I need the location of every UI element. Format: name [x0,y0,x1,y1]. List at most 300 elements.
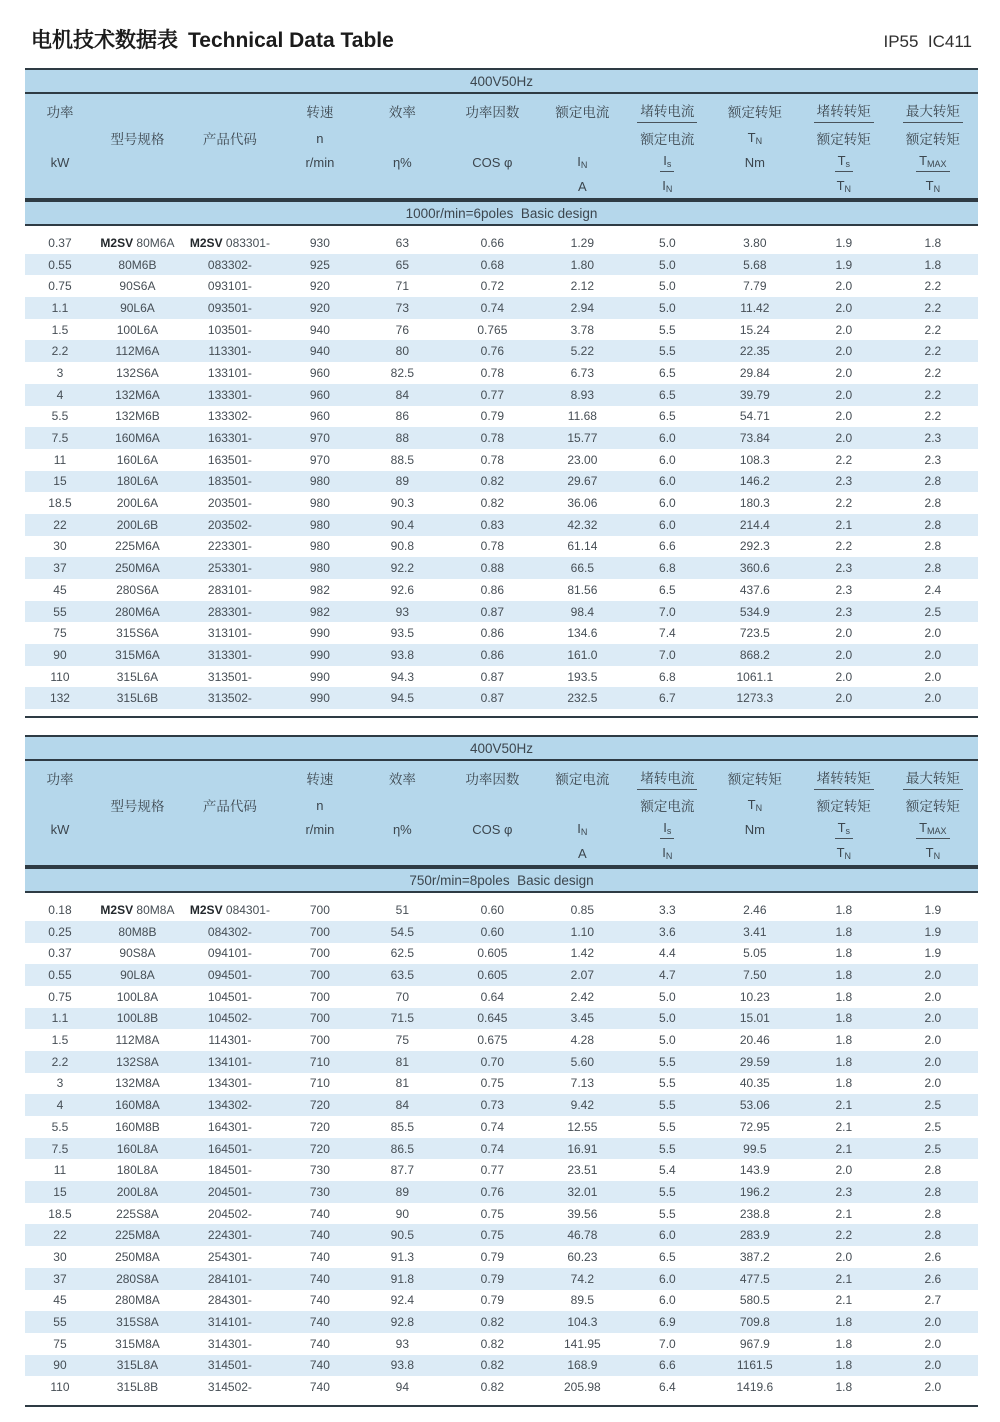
table-cell: 203502- [180,514,280,536]
table-row [25,1029,978,1051]
table-cell: 730 [309,1163,330,1178]
table-cell: 2.8 [888,471,978,493]
table-cell: 2.8 [888,1181,978,1203]
table-cell: 134101- [180,1051,280,1073]
table-cell: 740 [280,1311,360,1333]
col-header-locked-rotor-current-ratio [625,94,710,198]
table-cell: 1.8 [835,1336,853,1351]
col-label-rated-torque-denominator2: 额定转矩 [905,132,960,147]
table-cell: 0.87 [445,687,540,709]
table-cell: 6.0 [625,514,710,536]
table-cell: 6.8 [659,669,676,684]
table-cell: 0.79 [445,1268,540,1290]
table-cell: 103501- [207,322,252,337]
table-cell: 4 [25,384,95,406]
col-unit-eta: η% [392,821,412,837]
table-cell: 2.0 [835,322,853,337]
table-cell: 164501- [180,1138,280,1160]
table-cell: 108.3 [739,452,770,467]
table-cell: 5.0 [625,254,710,276]
table-cell: 94 [395,1380,410,1395]
table-cell: 360.6 [710,557,800,579]
table-cell: 1.5 [51,322,69,337]
table-cell: 0.87 [445,601,540,623]
table-cell: 51 [395,902,410,917]
table-cell: 313301- [180,644,280,666]
table-cell: 700 [309,989,330,1004]
table-cell: 134301- [207,1076,252,1091]
table-cell: 0.86 [480,626,505,641]
table-cell: 86.5 [360,1138,445,1160]
table-cell: 2.8 [888,557,978,579]
table-cell: 2.2 [924,322,942,337]
table-cell: 90.4 [360,514,445,536]
table-cell: 15.01 [710,1008,800,1030]
table-row [25,1116,978,1138]
table-cell: 30 [53,1249,67,1264]
table-cell: 315L8A [95,1355,180,1377]
table-row [25,557,978,579]
table-cell: 1161.5 [710,1355,800,1377]
table-cell: 0.82 [480,1380,505,1395]
table-cell: 1.9 [800,254,888,276]
table-cell: 22 [25,514,95,536]
column-header-container-2 [25,761,978,867]
col-symbol-tmax: $T_{MAX}$ [916,153,949,172]
table-row [25,449,978,471]
table-cell: 925 [280,254,360,276]
table-cell: 5.68 [710,254,800,276]
table-cell: 990 [280,687,360,709]
table-cell: 315L6A [116,669,159,684]
table-cell: 253301- [180,557,280,579]
table-cell: 92.8 [360,1311,445,1333]
table-cell: 7.5 [25,1138,95,1160]
col-label-product-code: 产品代码 [202,132,257,147]
table-cell: 2.3 [835,582,853,597]
table-cell: 134302- [180,1094,280,1116]
table-row [25,986,978,1008]
table-cell: 0.85 [570,902,595,917]
table-cell: 709.8 [710,1311,800,1333]
table-cell: 71 [395,279,410,294]
table-row [25,1094,978,1116]
page-title-en: Technical Data Table [188,29,394,52]
table-cell: 0.79 [480,409,505,424]
table-cell: 740 [309,1380,330,1395]
table-cell: 2.0 [835,365,853,380]
table-cell: 1.8 [800,1051,888,1073]
data-table-6pole [25,232,978,709]
table-cell: 39.79 [710,384,800,406]
table-cell: 5.0 [625,1008,710,1030]
table-cell: 29.59 [710,1051,800,1073]
table-cell: 92.6 [390,582,415,597]
table-cell: 280S8A [95,1268,180,1290]
table-cell: 60.23 [567,1249,598,1264]
table-cell: 2.2 [888,297,978,319]
table-cell: 160M6A [95,427,180,449]
col-symbol-tn-denominator2: $T_N$ [925,178,941,194]
table-cell: 85.5 [390,1119,415,1134]
table-cell: 1.42 [570,946,595,961]
table-cell: 2.2 [924,409,942,424]
table-cell: 203501- [207,496,252,511]
table-cell: 89 [360,471,445,493]
table-cell: 6.8 [625,557,710,579]
table-cell: 132M6B [115,409,160,424]
table-cell: 720 [280,1138,360,1160]
table-cell: 90.8 [390,539,415,554]
page-title [31,24,394,54]
col-label-rated-current-denominator: 额定电流 [640,799,695,815]
table-cell: 3.78 [570,322,595,337]
col-header-locked-rotor-current-ratio [625,761,710,865]
table-cell: 0.82 [480,496,505,511]
table-cell: 2.0 [888,644,978,666]
table-cell: 2.0 [924,1033,942,1048]
table-cell: 710 [280,1051,360,1073]
table-cell: 5.0 [659,279,676,294]
series-prefix: M2SV [189,235,223,250]
col-label-efficiency: 效率 [388,105,416,120]
table-cell: 113301- [180,340,280,362]
table-cell: 94.5 [360,687,445,709]
table-row [25,1008,978,1030]
table-cell: 5.5 [625,1181,710,1203]
table-cell: 2.0 [800,427,888,449]
table-row [25,579,978,601]
table-cell: 54.5 [360,921,445,943]
col-header-model [95,761,180,865]
col-symbol-in: $I_N$ [577,154,588,170]
table-cell: 740 [309,1249,330,1264]
table-cell: 2.2 [835,539,853,554]
table-cell: 0.87 [480,669,505,684]
table-cell: 868.2 [710,644,800,666]
table-row [25,644,978,666]
table-cell: 132M8A [115,1076,160,1091]
table-cell: 1.8 [835,902,853,917]
col-unit-kw: kW [50,821,70,837]
table-cell: 5.05 [743,946,767,961]
table-cell: 18.5 [48,496,72,511]
table-cell: 232.5 [540,687,625,709]
table-cell: 2.3 [800,1181,888,1203]
table-cell: 11 [53,1163,67,1178]
table-cell: 2.0 [800,687,888,709]
table-cell: 2.2 [888,384,978,406]
table-cell: 2.3 [800,601,888,623]
table-cell: 2.0 [835,409,853,424]
table-cell: 740 [280,1355,360,1377]
table-cell: 2.2 [25,340,95,362]
table-cell: 313101- [207,626,252,641]
table-row [25,1138,978,1160]
table-row [25,254,978,276]
table-cell: 3 [56,1076,64,1091]
table-cell: 65 [360,254,445,276]
table-cell: 2.8 [888,1224,978,1246]
table-cell: 314301- [207,1336,252,1351]
col-unit-kw: kW [50,154,70,170]
table-cell: 4 [25,1094,95,1116]
col-symbol-in-denominator: $I_N$ [662,178,673,194]
table-cell: 0.73 [445,1094,540,1116]
table-cell: 314101- [180,1311,280,1333]
table-cell: 89.5 [570,1293,595,1308]
table-cell: 2.5 [888,1138,978,1160]
voltage-band: 400V50Hz [25,68,978,94]
table-cell: 5.22 [540,340,625,362]
table-cell: 3.6 [625,921,710,943]
table-row [25,964,978,986]
table-cell: 093501- [180,297,280,319]
col-label-locked-rotor-current: 堵转电流 [637,100,697,123]
col-unit-ampere: A [578,845,587,861]
table-cell: 6.6 [625,1355,710,1377]
table-cell: 6.5 [659,409,676,424]
table-cell: 5.5 [625,340,710,362]
table-cell: 0.78 [445,427,540,449]
col-header-speed [280,94,360,198]
col-label-rated-torque: 额定转矩 [727,105,782,120]
table-cell: 0.60 [480,902,505,917]
col-label-power: 功率 [46,105,74,120]
series-prefix: M2SV [189,902,223,917]
table-cell: 0.74 [445,297,540,319]
table-cell: 2.3 [888,427,978,449]
table-cell: 2.8 [888,514,978,536]
table-cell: 0.78 [480,365,505,380]
table-cell: 223301- [207,539,252,554]
table-cell: 15.24 [739,322,770,337]
table-cell: 93.8 [360,644,445,666]
table-cell: 6.73 [570,365,595,380]
table-cell: 0.70 [445,1051,540,1073]
col-header-rated-torque [710,761,800,865]
table-cell: 2.42 [570,989,595,1004]
table-row [25,492,978,514]
table-cell: 2.0 [835,1163,853,1178]
table-cell: 75 [53,626,67,641]
table-cell: M2SV 80M6A [100,235,175,250]
table-cell: 11.68 [567,409,597,424]
table-cell: 1.1 [25,297,95,319]
table-cell: 71.5 [360,1008,445,1030]
col-unit-eta: η% [392,154,412,170]
table-cell: 2.0 [835,279,853,294]
table-cell: 2.1 [800,1094,888,1116]
table-cell: 29.67 [540,471,625,493]
table-cell: 104.3 [540,1311,625,1333]
table-cell: 0.25 [25,921,95,943]
table-cell: 5.60 [540,1051,625,1073]
table-cell: 90.5 [360,1224,445,1246]
table-cell: 2.3 [800,557,888,579]
table-cell: M2SV 084301- [189,902,270,917]
table-row [25,275,978,297]
table-cell: 2.2 [924,365,942,380]
table-row [25,622,978,644]
table-cell: 193.5 [567,669,598,684]
table-row [25,297,978,319]
table-cell: 20.46 [739,1033,770,1048]
col-header-max-torque-ratio [888,761,978,865]
table-cell: 0.76 [445,340,540,362]
table-cell: 700 [280,921,360,943]
table-cell: 7.4 [659,626,676,641]
col-header-product-code [180,761,280,865]
table-cell: 6.5 [659,582,676,597]
table-cell: 93 [360,601,445,623]
col-header-efficiency [360,94,445,198]
table-cell: 6.0 [659,1293,676,1308]
table-cell: 7.0 [625,644,710,666]
table-cell: 61.14 [567,539,598,554]
table-cell: 224301- [180,1224,280,1246]
table-cell: 88.5 [390,452,415,467]
col-symbol-n: n [316,130,324,146]
table-cell: 0.83 [445,514,540,536]
table-cell: 114301- [208,1033,252,1048]
table-cell: 6.5 [659,1249,676,1264]
table-row [25,1311,978,1333]
series-prefix: M2SV [100,235,134,250]
table-cell: 2.0 [835,669,853,684]
table-cell: 11 [53,452,67,467]
table-cell: 0.82 [445,1355,540,1377]
table-cell: 1.9 [888,921,978,943]
col-unit-rpm: r/min [305,821,335,837]
table-cell: 960 [309,365,330,380]
table-row [25,1355,978,1377]
table-cell: 5.5 [659,1076,676,1091]
table-cell: 0.605 [477,946,508,961]
table-row [25,921,978,943]
table-cell: 280M6A [95,601,180,623]
col-symbol-ts: $T_s$ [835,153,853,172]
table-cell: 284301- [207,1293,252,1308]
col-header-max-torque-ratio [888,94,978,198]
column-header-row [25,761,978,865]
table-cell: 1273.3 [710,687,800,709]
col-symbol-tn: $T_N$ [747,130,763,146]
table-cell: 84 [360,384,445,406]
table-cell: 2.2 [25,1051,95,1073]
table-cell: 2.1 [835,1206,853,1221]
table-cell: 940 [280,340,360,362]
table-cell: 133301- [180,384,280,406]
table-cell: 6.5 [625,384,710,406]
table-cell: 970 [280,427,360,449]
table-cell: 98.4 [540,601,625,623]
table-row [25,943,978,965]
table-cell: 15.77 [540,427,625,449]
table-cell: 1.8 [924,235,942,250]
table-cell: 225M6A [115,539,160,554]
table-cell: 2.5 [888,1094,978,1116]
table-cell: 2.0 [924,1380,942,1395]
table-cell: 5.4 [659,1163,676,1178]
table-cell: 740 [280,1268,360,1290]
table-cell: 720 [309,1119,330,1134]
table-cell: 477.5 [710,1268,800,1290]
table-cell: 314502- [207,1380,252,1395]
table-row [25,427,978,449]
column-header-row [25,94,978,198]
table-cell: 982 [280,601,360,623]
table-cell: 160M8A [95,1094,180,1116]
table-cell: M2SV 083301- [189,235,270,250]
col-symbol-is: $I_s$ [660,153,674,172]
protection-class-badge: IP55 IC411 [883,32,972,51]
table-cell: 580.5 [739,1293,770,1308]
table-cell: 0.82 [445,471,540,493]
table-cell: 163301- [180,427,280,449]
table-cell: 0.79 [480,1249,505,1264]
column-header-container [25,94,978,200]
table-cell: 990 [309,669,330,684]
table-cell: 1419.6 [736,1380,774,1395]
table-cell: 0.60 [445,921,540,943]
col-label-locked-rotor-current: 堵转电流 [637,767,697,790]
table-cell: 112M6A [95,340,180,362]
table-cell: 90 [25,1355,95,1377]
col-label-model: 型号规格 [110,799,165,815]
table-cell: 7.0 [625,601,710,623]
table-cell: 2.12 [570,279,595,294]
table-cell: 5.0 [659,1033,676,1048]
table-cell: 1.8 [800,964,888,986]
table-cell: 164301- [207,1119,252,1134]
table-cell: 3 [56,365,64,380]
table-cell: 22 [25,1224,95,1246]
table-cell: 700 [309,1033,330,1048]
table-cell: 204502- [207,1206,252,1221]
table-cell: 5.5 [625,1051,710,1073]
table-cell: 89 [360,1181,445,1203]
col-label-rated-current-denominator: 额定电流 [640,132,695,147]
col-label-rated-current: 额定电流 [555,772,610,788]
table-cell: 730 [280,1181,360,1203]
table-cell: 990 [280,644,360,666]
table-cell: 63 [395,235,410,250]
table-row [25,406,978,428]
table-cell: 6.0 [659,496,676,511]
table-row [25,1203,978,1225]
table-cell: 2.1 [800,1268,888,1290]
table-cell: 100L8A [116,989,159,1004]
table-cell: 163501- [207,452,252,467]
table-cell: 5.5 [625,1138,710,1160]
table-cell: 6.9 [625,1311,710,1333]
table-cell: 90 [25,644,95,666]
table-cell: 73.84 [710,427,800,449]
table-cell: 200L6B [95,514,180,536]
table-cell: 283101- [207,582,252,597]
table-cell: 87.7 [390,1163,415,1178]
table-cell: 225S8A [116,1206,159,1221]
col-header-rated-current [540,94,625,198]
table-row [25,1290,978,1312]
table-cell: 2.0 [924,626,942,641]
table-cell: 0.77 [445,384,540,406]
table-cell: 0.75 [48,279,72,294]
table-cell: 6.4 [659,1380,676,1395]
table-cell: 110 [50,669,70,684]
col-label-speed: 转速 [306,105,334,120]
